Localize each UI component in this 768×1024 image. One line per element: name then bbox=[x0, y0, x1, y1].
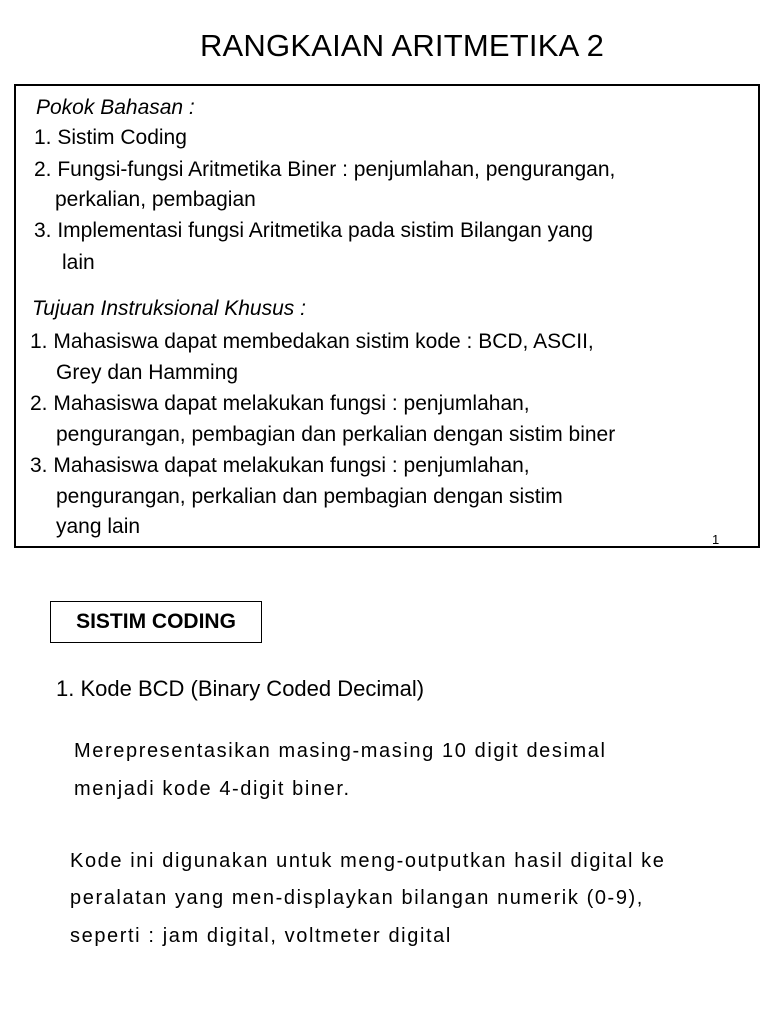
tujuan-line: Grey dan Hamming bbox=[56, 361, 239, 384]
para2-line: seperti : jam digital, voltmeter digital bbox=[70, 925, 452, 947]
pokok-line: perkalian, pembagian bbox=[55, 188, 256, 211]
tujuan-line: 1. Mahasiswa dapat membedakan sistim kode : BCD, ASCII, bbox=[30, 330, 594, 353]
section-heading: SISTIM CODING bbox=[50, 601, 262, 643]
pokok-line: lain bbox=[62, 251, 95, 274]
para1-line: menjadi kode 4-digit biner. bbox=[74, 778, 351, 800]
tujuan-line: pengurangan, pembagian dan perkalian dengan sistim biner bbox=[56, 423, 616, 446]
tujuan-line: 3. Mahasiswa dapat melakukan fungsi : penjumlahan, bbox=[30, 454, 530, 477]
tujuan-line: 2. Mahasiswa dapat melakukan fungsi : penjumlahan, bbox=[30, 392, 530, 415]
pokok-bahasan-heading: Pokok Bahasan : bbox=[36, 96, 195, 119]
pokok-line: 2. Fungsi-fungsi Aritmetika Biner : penjumlahan, pengurangan, bbox=[34, 158, 616, 181]
page-number: 1 bbox=[712, 532, 720, 547]
pokok-line: 3. Implementasi fungsi Aritmetika pada sistim Bilangan yang bbox=[34, 219, 594, 242]
section-subheading: 1. Kode BCD (Binary Coded Decimal) bbox=[56, 676, 425, 701]
para2-line: peralatan yang men-displaykan bilangan numerik (0-9), bbox=[70, 887, 644, 909]
tujuan-line: yang lain bbox=[56, 515, 141, 538]
para2-line: Kode ini digunakan untuk meng-outputkan hasil digital ke bbox=[70, 850, 666, 872]
para1-line: Merepresentasikan masing-masing 10 digit desimal bbox=[74, 740, 607, 762]
tujuan-heading: Tujuan Instruksional Khusus : bbox=[32, 297, 306, 320]
page-title: RANGKAIAN ARITMETIKA 2 bbox=[199, 28, 605, 63]
tujuan-line: pengurangan, perkalian dan pembagian dengan sistim bbox=[56, 485, 563, 508]
pokok-line: 1. Sistim Coding bbox=[34, 126, 187, 149]
